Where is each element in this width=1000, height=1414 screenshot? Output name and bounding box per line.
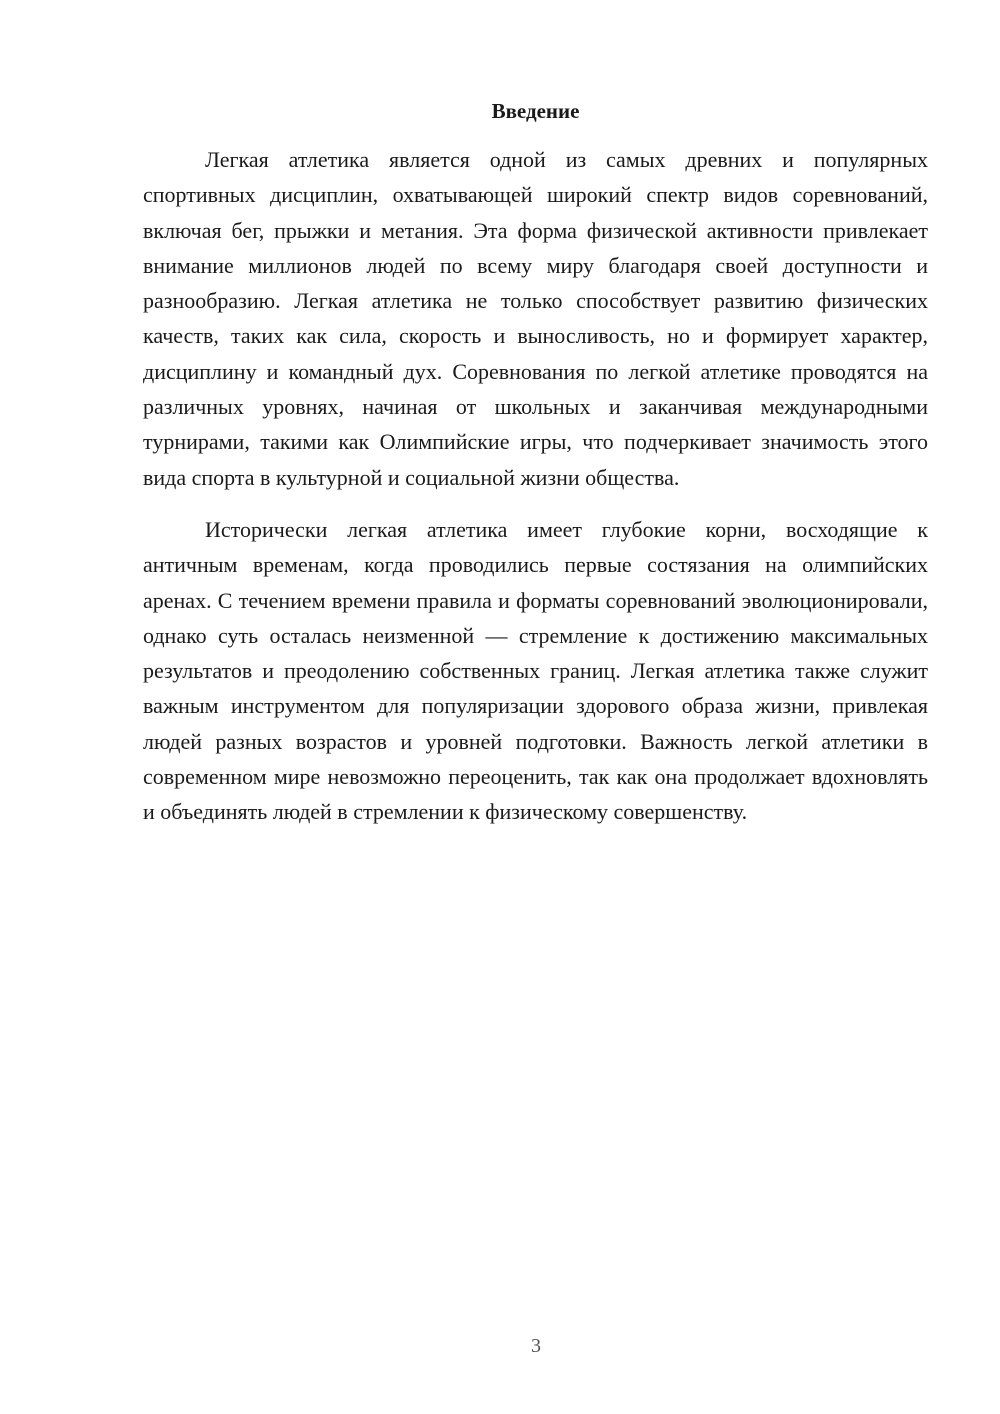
paragraph-2: Исторически легкая атлетика имеет глубокие корни, восходящие к античным временам, когда проводились первые состязания на олимпийских аренах. С течением времени правила и форматы соревнований эволюционировали, однако суть осталась неизменной — стремление к достижению максимальных результатов и преодолению собственных границ. Легкая атлетика также служит важным инструментом для популяризации здорового образа жизни, привлекая людей разных возрастов и уровней подготовки. Важность легкой атлетики в современном мире невозможно переоценить, так как она продолжает вдохновлять и объединять людей в стремлении к физическому совершенству.: [143, 516, 928, 825]
paragraph-1: Легкая атлетика является одной из самых древних и популярных спортивных дисциплин, охватывающей широкий спектр видов соревнований, включая бег, прыжки и метания. Эта форма физической активности привлекает внимание миллионов людей по всему миру благодаря своей доступности и разнообразию. Легкая атлетика не только способствует развитию физических качеств, таких как сила, скорость и выносливость, но и формирует характер, дисциплину и командный дух. Соревнования по легкой атлетике проводятся на различных уровнях, начиная от школьных и заканчивая международными турнирами, такими как Олимпийские игры, что подчеркивает значимость этого вида спорта в культурной и социальной жизни общества.: [143, 147, 928, 490]
section-heading: Введение: [491, 99, 580, 123]
page-content: [143, 96, 928, 847]
page-number: 3: [531, 1335, 541, 1357]
